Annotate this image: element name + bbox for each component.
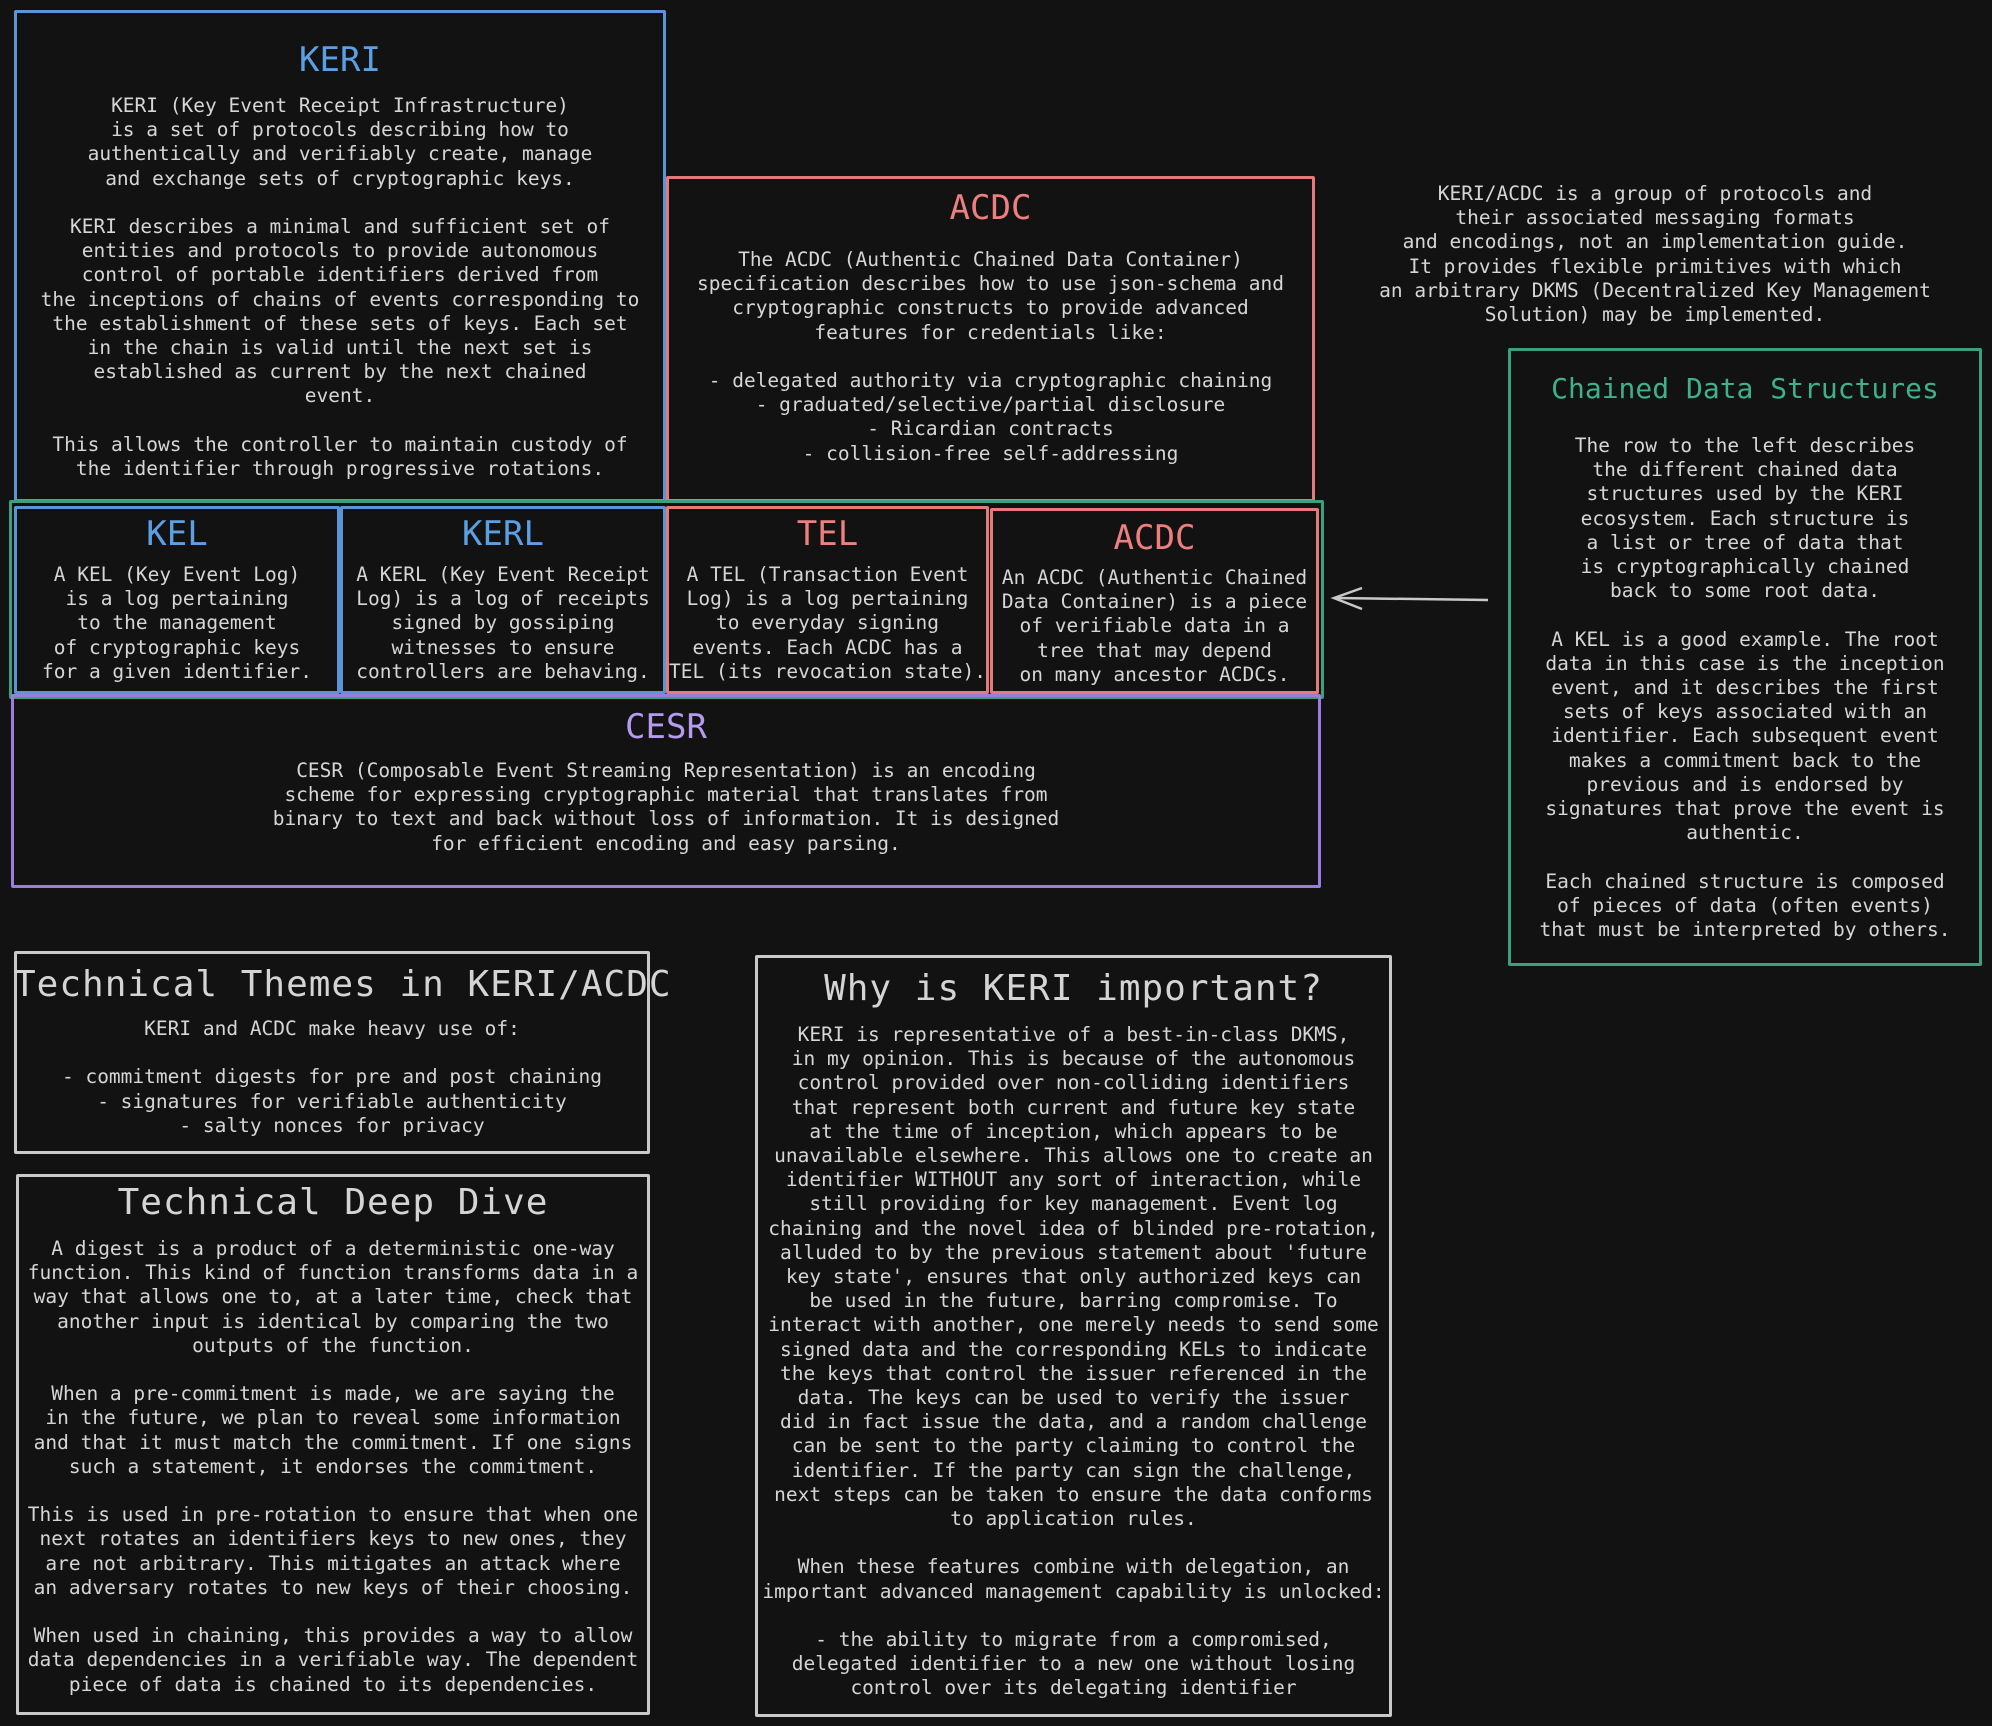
tel-description: A TEL (Transaction Event Log) is a log pertaining to everyday signing events. Each ACDC has a TEL (its revocation state). [669, 563, 986, 683]
acdc-title: ACDC [949, 188, 1032, 228]
intro-note: KERI/ACDC is a group of protocols and their associated messaging formats and encodings, not an implementation guide. It provides flexible primitives with which an arbitrary DKMS (Decentralized Key Management Solution) may be implemented. [1379, 182, 1931, 327]
kel-description: A KEL (Key Event Log) is a log pertaining to the management of cryptographic keys for a given identifier. [41, 563, 313, 683]
kerl-title: KERL [462, 514, 544, 554]
acdc-small-description: An ACDC (Authentic Chained Data Container) is a piece of verifiable data in a tree that may depend on many ancestor ACDCs. [1001, 566, 1308, 686]
acdc-small-title: ACDC [1113, 518, 1196, 558]
keri-title: KERI [299, 40, 381, 80]
chained-structures-description: The row to the left describes the different chained data structures used by the KERI ecosystem. Each structure is a list or tree of data that is cryptographically chained back to some root data. A KEL is a good example. The root data in this case is the inception event, and it describes the first sets of keys associated with an identifier. Each subsequent event makes a commitment back to the previous and is endorsed by signatures that prove the event is authentic. Each chained structure is composed of pieces of data (often events) that must be interpreted by others. [1539, 434, 1951, 942]
deep-dive-title: Technical Deep Dive [117, 1182, 549, 1223]
deep-dive-description: A digest is a product of a deterministic one-way function. This kind of function transforms data in a way that allows one to, at a later time, check that another input is identical by comparing the two outputs of the function. When a pre-commitment is made, we are saying the in the future, we plan to reveal some information and that it must match the commitment. If one signs such a statement, it endorses the commitment. This is used in pre-rotation to ensure that when one next rotates an identifiers keys to new ones, they are not arbitrary. This mitigates an attack where an adversary rotates to new keys of their choosing. When used in chaining, this provides a way to allow data dependencies in a verifiable way. The dependent piece of data is chained to its dependencies. [27, 1237, 639, 1696]
keri-description: KERI (Key Event Receipt Infrastructure) is a set of protocols describing how to authentically and verifiably create, manage and exchange sets of cryptographic keys. KERI describes a minimal and sufficient set of entities and protocols to provide autonomous control of portable identifiers derived from the inceptions of chains of events corresponding to the establishment of these sets of keys. Each set in the chain is valid until the next set is established as current by the next chained event. This allows the controller to maintain custody of the identifier through progressive rotations. [40, 94, 640, 481]
themes-title: Technical Themes in KERI/ACDC [14, 964, 672, 1005]
cesr-title: CESR [625, 707, 707, 747]
important-title: Why is KERI important? [824, 968, 1323, 1009]
chained-structures-title: Chained Data Structures [1551, 372, 1939, 405]
important-description: KERI is representative of a best-in-class DKMS, in my opinion. This is because of the autonomous control provided over non-colliding identifiers that represent both current and future key state at the time of inception, which appears to be unavailable elsewhere. This allows one to create an identifier WITHOUT any sort of interaction, while still providing for key management. Event log chaining and the novel idea of blinded pre-rotation, alluded to by the previous statement about 'future key state', ensures that only authorized keys can be used in the future, barring compromise. To interact with another, one merely needs to send some signed data and the corresponding KELs to indicate the keys that control the issuer referenced in the data. The keys can be used to verify the issuer did in fact issue the data, and a random challenge can be sent to the party claiming to control the identifier. If the party can sign the challenge, next steps can be taken to ensure the data conforms to application rules. When these features combine with delegation, an important advanced management capability is unlocked: - the ability to migrate from a compromised, delegated identifier to a new one without losing control over its delegating identifier [762, 1023, 1385, 1700]
cesr-description: CESR (Composable Event Streaming Representation) is an encoding scheme for expressing cryptographic material that translates from binary to text and back without loss of information. It is designed for efficient encoding and easy parsing. [272, 759, 1060, 855]
kel-title: KEL [146, 514, 208, 554]
acdc-description: The ACDC (Authentic Chained Data Container) specification describes how to use json-schema and cryptographic constructs to provide advanced features for credentials like: - delegated authority via cryptographic chaining - graduated/selective/partial disclosure - Ricardian contracts - collision-free self-addressing [697, 248, 1284, 465]
kerl-description: A KERL (Key Event Receipt Log) is a log of receipts signed by gossiping witnesses to ensure controllers are behaving. [356, 563, 650, 683]
tel-title: TEL [796, 514, 859, 554]
themes-description: KERI and ACDC make heavy use of: - commitment digests for pre and post chaining - signatures for verifiable authenticity - salty nonces for privacy [61, 1017, 603, 1137]
